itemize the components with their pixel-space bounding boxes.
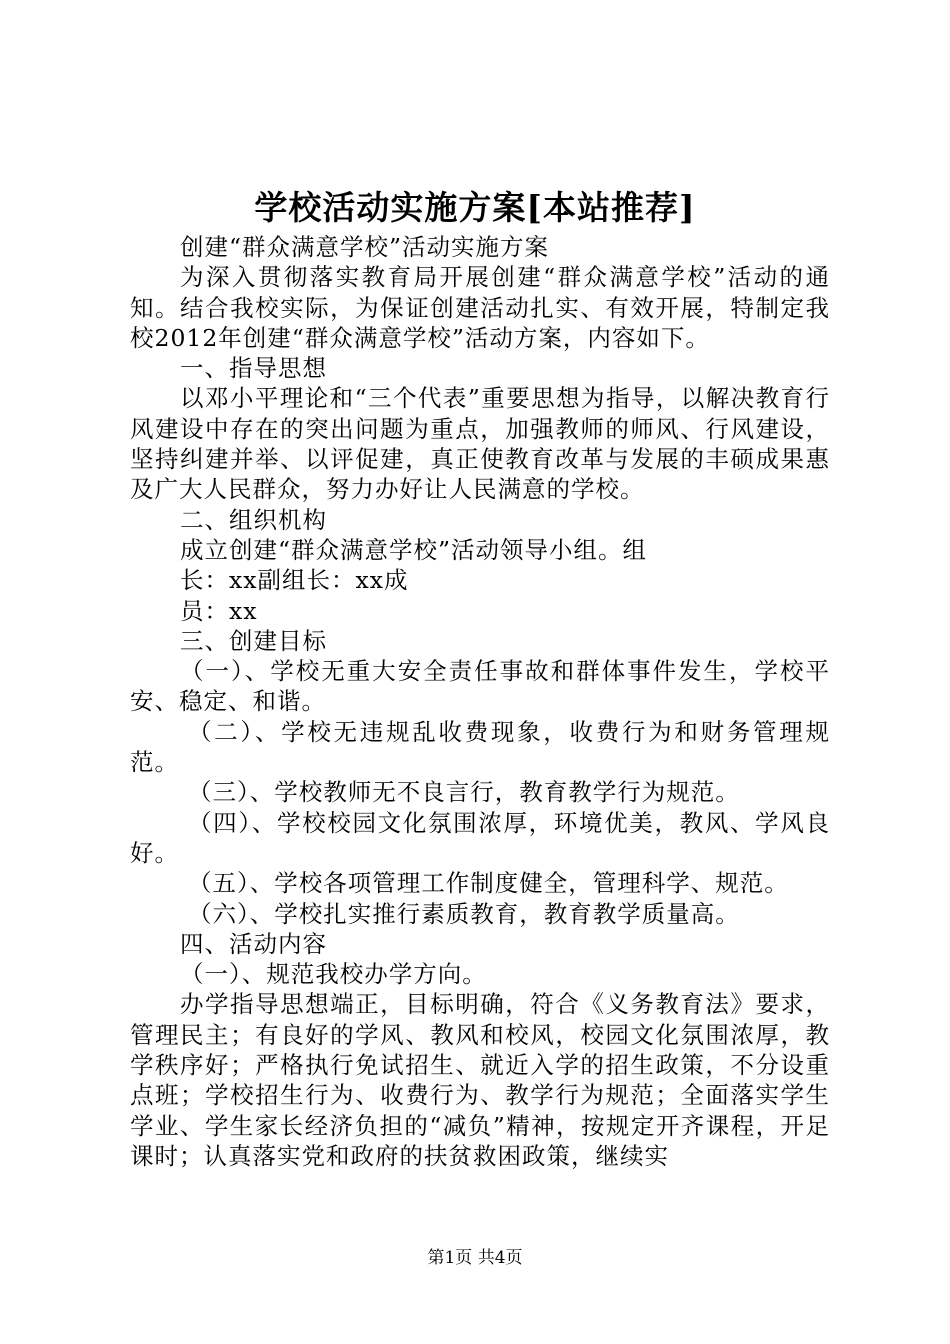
intro-paragraph: 为深入贯彻落实教育局开展创建“群众满意学校”活动的通知。结合我校实际，为保证创建活动扎实、有效开展，特制定我校2012年创建“群众满意学校”活动方案，内容如下。 bbox=[130, 263, 830, 352]
activity-paragraph: 办学指导思想端正，目标明确，符合《义务教育法》要求，管理民主；有良好的学风、教风和校风，校园文化氛围浓厚，教学秩序好；严格执行免试招生、就近入学的招生政策，不分设重点班；学校招生行为、收费行为、教学行为规范；全面落实学生学业、学生家长经济负担的“减负”精神，按规定开齐课程，开足课时；认真落实党和政府的扶贫救困政策，继续实 bbox=[130, 990, 830, 1170]
section-heading-2: 二、组织机构 bbox=[180, 505, 327, 534]
goal-item: （三）、学校教师无不良言行，教育教学行为规范。 bbox=[188, 778, 740, 807]
guiding-thought-paragraph: 以邓小平理论和“三个代表”重要思想为指导，以解决教育行风建设中存在的突出问题为重点，加强教师的师风、行风建设，坚持纠建并举、以评促建，真正使教育改革与发展的丰硕成果惠及广大人民群众，努力办好让人民满意的学校。 bbox=[130, 384, 830, 504]
goal-item: （四）、学校校园文化氛围浓厚，环境优美，教风、学风良好。 bbox=[130, 808, 830, 867]
page-footer: 第1页 共4页 bbox=[427, 1248, 523, 1268]
subtitle-paragraph: 创建“群众满意学校”活动实施方案 bbox=[180, 233, 550, 261]
document-body bbox=[130, 232, 830, 1171]
organization-paragraph: 成立创建“群众满意学校”活动领导小组。组 bbox=[180, 535, 648, 564]
organization-members-line: 长：xx副组长：xx成 bbox=[180, 566, 409, 595]
goal-item: （六）、学校扎实推行素质教育，教育教学质量高。 bbox=[188, 899, 740, 928]
goal-item: （二）、学校无违规乱收费现象，收费行为和财务管理规范。 bbox=[130, 717, 830, 777]
goal-item: （一）、学校无重大安全责任事故和群体事件发生，学校平安、稳定、和谐。 bbox=[130, 657, 830, 716]
document-title: 学校活动实施方案[本站推荐] bbox=[254, 188, 696, 227]
section-heading-1: 一、指导思想 bbox=[180, 354, 327, 383]
section-heading-4: 四、活动内容 bbox=[180, 929, 327, 958]
section-heading-3: 三、创建目标 bbox=[180, 626, 327, 655]
organization-members-line-2: 员：xx bbox=[180, 596, 258, 625]
goal-item: （五）、学校各项管理工作制度健全，管理科学、规范。 bbox=[188, 869, 789, 898]
activity-item: （一）、规范我校办学方向。 bbox=[180, 960, 487, 989]
